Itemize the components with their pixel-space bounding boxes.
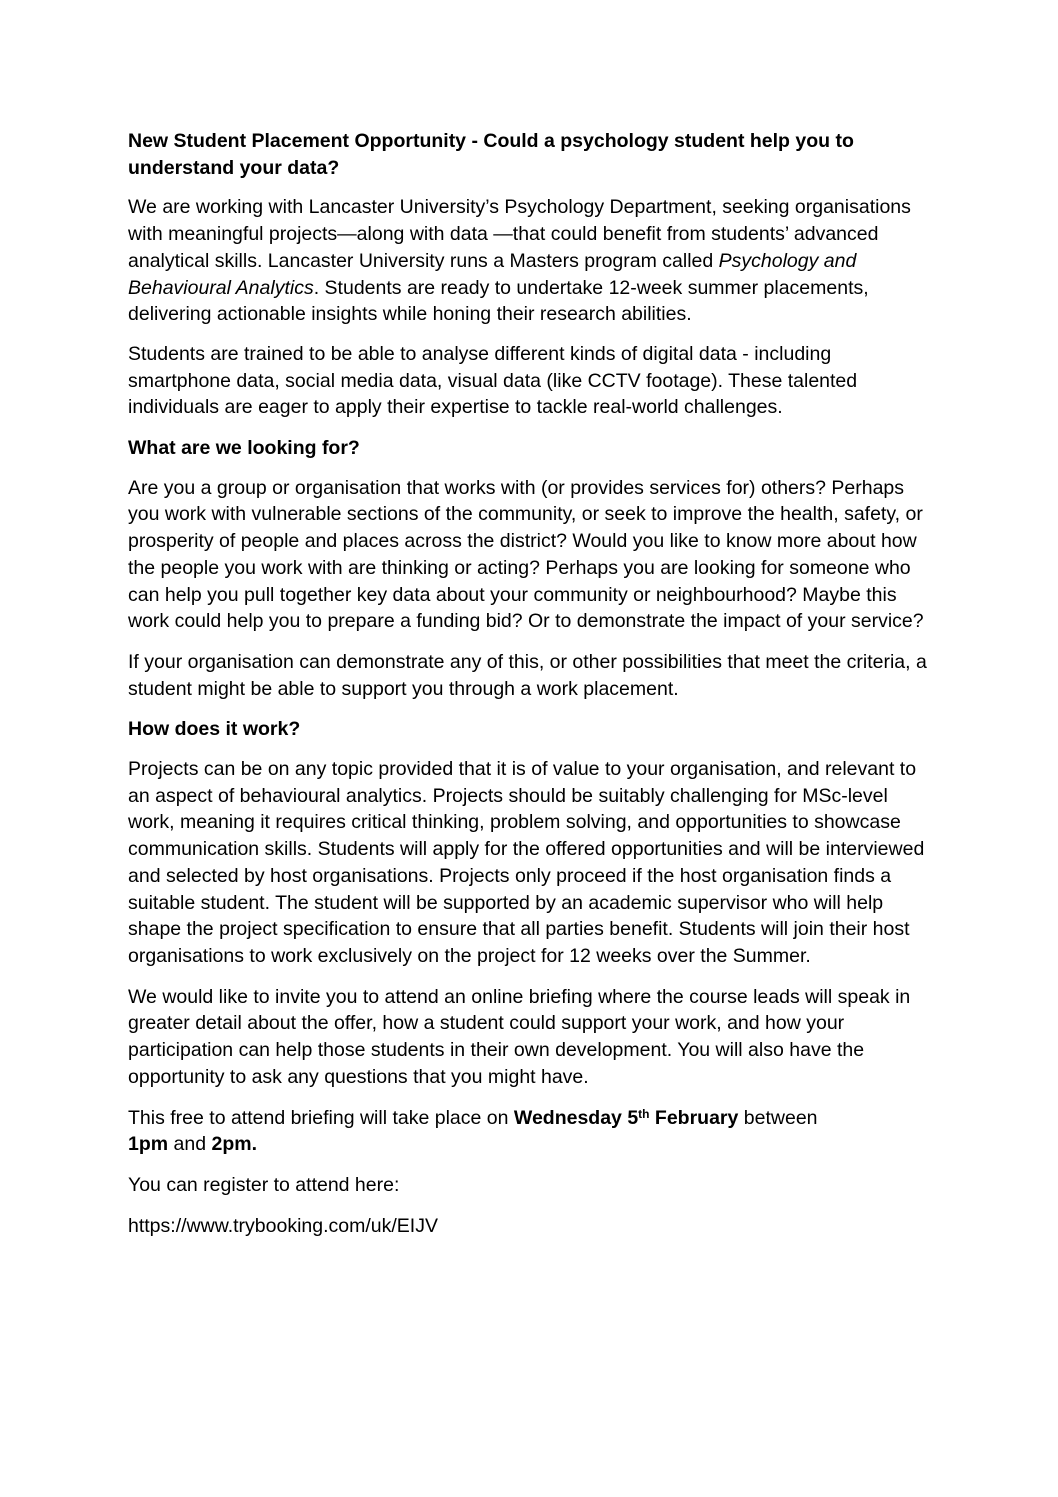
intro-text-1: We are working with Lancaster University’s Psychology Department, seeking organisations with meaningful projects—along with data —that could benefit from students’ advanced analytical skills. Lancaster University runs a Masters program called — [128, 196, 911, 272]
briefing-end: 2pm. — [211, 1133, 257, 1156]
looking-for-paragraph: Are you a group or organisation that works with (or provides services for) others? Perhaps you work with vulnerable sections of the community, or seek to improve the health, safety, or prosperity of people and places across the district? Would you like to know more about how the people you work with are thinking or acting? Perhaps you are looking for someone who can help you pull together key data about your community or neighbourhood? Maybe this work could help you to prepare a funding bid? Or to demonstrate the impact of your service? — [128, 476, 924, 633]
invite-paragraph: We would like to invite you to attend an online briefing where the course leads will speak in greater detail about the offer, how a student could support your work, and how your participation can help those students in their own development. You will also have the opportunity to ask any questions that you might have. — [128, 985, 911, 1088]
briefing-between: between — [738, 1106, 818, 1129]
document-page — [128, 128, 928, 1252]
briefing-and: and — [168, 1133, 212, 1156]
briefing-lead: This free to attend briefing will take place on — [128, 1106, 514, 1129]
skills-paragraph: Students are trained to be able to analyse different kinds of digital data - including smartphone data, social media data, visual data (like CCTV footage). These talented individuals are eager to apply their expertise to tackle real-world challenges. — [128, 342, 858, 419]
program-name: Psychology and Behavioural Analytics — [128, 249, 857, 299]
register-text: You can register to attend here: — [128, 1173, 400, 1196]
briefing-paragraph — [128, 1105, 928, 1158]
how-it-works-paragraph: Projects can be on any topic provided that it is of value to your organisation, and relevant to an aspect of behavioural analytics. Projects should be suitably challenging for MSc-level work, meaning it requires critical thinking, problem solving, and opportunities to showcase communication skills. Students will apply for the offered opportunities and will be interviewed and selected by host organisations. Projects only proceed if the host organisation finds a suitable student. The student will be supported by an academic supervisor who will help shape the project specification to ensure that all parties benefit. Students will join their host organisations to work exclusively on the project for 12 weeks over the Summer. — [128, 758, 925, 967]
criteria-paragraph: If your organisation can demonstrate any of this, or other possibilities that meet the criteria, a student might be able to support you through a work placement. — [128, 650, 927, 700]
briefing-day: Wednesday 5th February — [513, 1106, 739, 1129]
register-link[interactable]: https://www.trybooking.com/uk/EIJV — [128, 1214, 438, 1237]
intro-text-2: . Students are ready to undertake 12-week summer placements, delivering actionable insights while honing their research abilities. — [128, 276, 869, 326]
intro-paragraph — [128, 194, 928, 328]
heading-looking-for: What are we looking for? — [128, 437, 360, 460]
page-title: New Student Placement Opportunity - Could a psychology student help you to understand your data? — [128, 130, 854, 179]
briefing-start: 1pm — [128, 1133, 169, 1156]
briefing-ordinal: th — [638, 1106, 650, 1121]
heading-how-it-works: How does it work? — [128, 718, 301, 741]
